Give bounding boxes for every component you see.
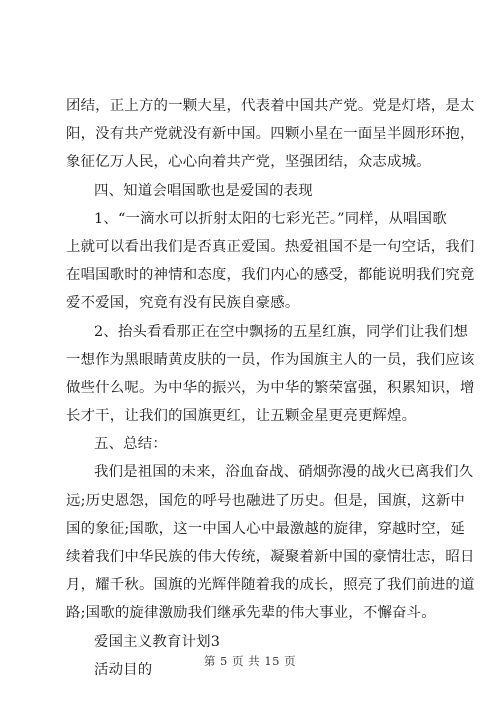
text-line: 做些什么呢。为中华的振兴，为中华的繁荣富强，积累知识，增 [66, 379, 475, 396]
text-line: 团结，正上方的一颗大星，代表着中国共产党。党是灯塔，是太 [66, 98, 475, 114]
plan-title: 爱国主义教育计划3 [94, 633, 221, 650]
activity-purpose-heading: 活动目的 [94, 661, 153, 678]
summary-paragraph-start: 我们是祖国的未来，浴血奋战、硝烟弥漫的战火已离我们久 [94, 464, 474, 481]
paragraph-1-start: 1、“一滴水可以折射太阳的七彩光芒。”同样，从唱国歌 [94, 210, 447, 227]
section-heading-5: 五、总结： [94, 436, 167, 453]
paragraph-2-start: 2、抬头看看那正在空中飘扬的五星红旗，同学们让我们想 [94, 323, 469, 340]
text-line: 一想作为黑眼睛黄皮肤的一员，作为国旗主人的一员，我们应该 [66, 351, 475, 368]
text-line: 续着我们中华民族的伟大传统，凝聚着新中国的豪情壮志，昭日 [66, 549, 475, 565]
text-line: 爱不爱国，究竟有没有民族自豪感。 [66, 295, 300, 312]
text-line: 月，耀千秋。国旗的光辉伴随着我的成长，照亮了我们前进的道 [66, 577, 475, 594]
body-text [66, 92, 475, 684]
text-line: 上就可以看出我们是否真正爱国。热爱祖国不是一句空话，我们 [66, 238, 475, 255]
page-number-footer: 第 5 页 共 15 页 [203, 654, 297, 668]
text-line: 在唱国歌时的神情和态度，我们内心的感受，都能说明我们究竟 [66, 267, 475, 284]
text-line: 国的象征;国歌，这一中国人心中最激越的旋律，穿越时空，延 [66, 520, 465, 537]
text-line: 远;历史恩怨，国危的呼号也融进了历史。但是，国旗，这新中 [66, 492, 465, 509]
text-line: 长才干，让我们的国旗更红，让五颗金星更亮更辉煌。 [66, 408, 417, 425]
text-line: 路;国歌的旋律激励我们继承先辈的伟大事业，不懈奋斗。 [66, 605, 436, 622]
text-line: 象征亿万人民，心心向着共产党，坚强团结，众志成城。 [66, 154, 431, 171]
section-heading-4: 四、知道会唱国歌也是爱国的表现 [94, 182, 313, 199]
text-line: 阳，没有共产党就没有新中国。四颗小星在一面呈半圆形环抱， [66, 126, 475, 143]
